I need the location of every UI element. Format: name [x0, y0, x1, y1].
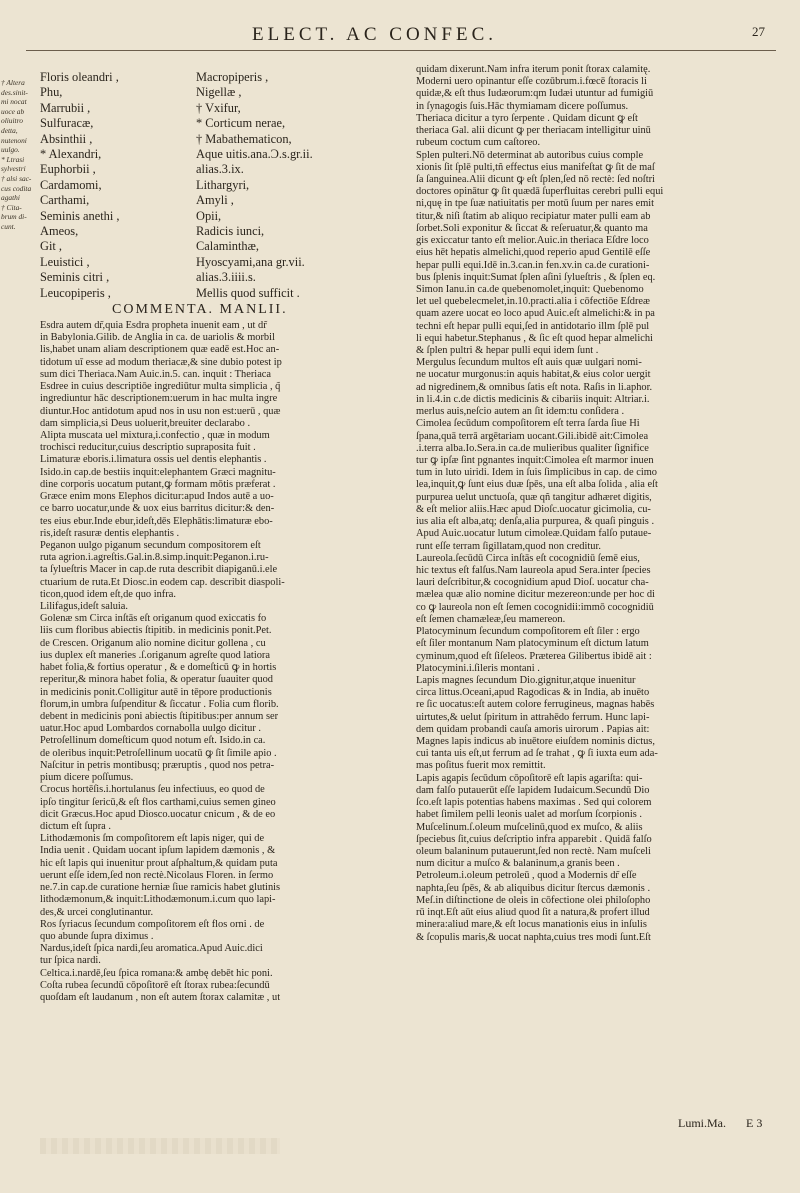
margin-note-line: uulgo. — [1, 145, 20, 155]
text-line: Isido.in cap.de bestiis inquit:elephantem Græci magnitu- — [40, 466, 276, 478]
text-line: in Babylonia.Gilib. de Anglia in ca. de uariolis & morbil — [40, 332, 275, 344]
text-line: quidam dixerunt.Nam infra iterum ponit ſtorax calamitę. — [416, 64, 651, 75]
text-line: Lapis magnes ſecundum Dio.gignitur,atque inuenitur — [416, 674, 636, 686]
text-line: ſa ſanguinea.Alii dicunt ꝙ eſt ſplen,ſed nō rectè: ſed noſtri — [416, 173, 655, 185]
text-line: rubeum coctum cum caſtoreo. — [416, 137, 541, 149]
ingredient-item: Nigellæ , — [196, 85, 242, 100]
ingredient-item: † Vxifur, — [196, 100, 241, 115]
text-line: ingrediuntur hāc descriptionem:uerum in hac multa ingre — [40, 393, 278, 405]
ingredient-item: alias.3.iiii.s. — [196, 270, 256, 285]
text-line: tur ſpica nardi. — [40, 955, 101, 967]
text-line: sum dici Theriaca.Nam Auic.in.5. can. inquit : Theriaca — [40, 368, 272, 380]
text-line: dictum eſt ſupra . — [40, 820, 111, 832]
ingredient-item: Mellis quod sufficit . — [196, 285, 300, 300]
text-line: Crocus hortēſis.i.hortulanus ſeu infectiuus, eo quod de — [40, 784, 265, 796]
ingredient-item: Absinthii , — [40, 131, 93, 146]
text-line: debent in medicinis poni abiectis ſtipitibus:per annum ser — [40, 711, 279, 722]
ingredient-item: Sulfuracæ, — [40, 116, 94, 131]
margin-note-line: mi nocat — [1, 97, 27, 107]
show-through-marks — [40, 1138, 280, 1154]
text-line: theriaca Gal. alii dicunt ꝙ per theriacam intelligitur uinū — [416, 125, 651, 137]
text-line: let uel quebelecmelet,in.10.practi.alia i cōfectiōe Eſdreæ — [416, 296, 650, 308]
text-line: runt eſſe terram ſigillatam,quod non creditur. — [416, 540, 601, 552]
text-line: de oleribus inquit:Petroſellinum uocatū ꝙ ſit ſimile apio . — [40, 747, 277, 759]
text-line: .i.terra alba.Io.Sera.in ca.de mulieribus qualiter ſignifice — [416, 442, 649, 454]
text-line: co ꝙ laureola non eſt ſemen cocognidii:immō cocognidiū — [416, 601, 654, 613]
ingredient-item: Phu, — [40, 85, 63, 100]
text-line: Laureola.ſecūdū Circa inſtās eſt cocognidiū ſemē eius, — [416, 552, 640, 564]
text-line: tum in luto uiridi. Idem in ſuis ſimplicibus in cap. de cimo — [416, 467, 657, 479]
text-line: Cimolea ſecūdum compoſitorem eſt terra ſarda ſiue Hi — [416, 418, 640, 430]
ingredient-list-left — [40, 70, 120, 301]
text-line: ne uocatur murgonus:in aquis habitat,& eius color uergit — [416, 369, 651, 381]
text-line: florum,in umbra ſuſpenditur & ſiccatur . Folia cum florib. — [40, 698, 279, 710]
text-line: purpurea uelut unctuoſa, quæ qñ tangitur adhæret digitis, — [416, 491, 652, 503]
text-line: Nardus,ideſt ſpica nardi,ſeu aromatica.Apud Auic.dici — [40, 943, 263, 955]
margin-note-line: † Altera — [1, 78, 25, 87]
ingredient-item: Hyoscyami,ana gr.vii. — [196, 254, 305, 269]
ingredient-item: Ameos, — [40, 224, 79, 239]
text-line: li equi habetur.Stephanus , & ſic eſt quod hepar almelichi — [416, 332, 653, 344]
text-line: Lapis agapis ſecūdum cōpoſitorē eſt lapis agariſta: qui- — [416, 772, 643, 784]
margin-note-line: † alsi sac- — [1, 173, 32, 183]
text-line: ctuarium de ruta.Et Diosc.in eodem cap. describit diaspoli- — [40, 576, 285, 588]
ingredient-item: Seminis anethi , — [40, 208, 120, 223]
text-line: diuntur.Hoc antidotum apud nos in usu non est:uerū , quæ — [40, 405, 281, 417]
text-line: quo abunde ſupra diximus . — [40, 930, 154, 942]
text-line: quoſdam eſt laudanum , non eſt autem ſtorax calamitæ , ut — [40, 992, 281, 1004]
text-line: Lithodæmonis ſm compoſitorem eſt lapis niger, qui de — [40, 833, 265, 845]
text-line: Meſ.in diſtinctione de oleis in cōfectione olei philoſopho — [416, 894, 651, 906]
text-line: Mergulus ſecundum multos eſt auis quæ uulgari nomi- — [416, 357, 642, 369]
ingredient-item: alias.3.ix. — [196, 162, 244, 177]
margin-note-line: brum di- — [1, 212, 27, 222]
ingredient-item: Leucopiperis , — [40, 285, 111, 300]
text-line: techni eſt hepar pulli equi,ſed in antidotario illm ſplē pul — [416, 320, 650, 332]
text-line: uirtutes,& uelut ſpiritum in attrahēdo ferrum. Hunc lapi- — [416, 711, 650, 723]
text-line: mælea quæ alio nomine dicitur mezereon:unde per hoc di — [416, 589, 655, 601]
text-line: & ſplen pultri & hepar pulli equi idem ſunt . — [416, 345, 599, 357]
text-line: eius hēt hepatis almelichi,quod reperio apud Gentilē eſſe — [416, 247, 651, 259]
text-line: titur,& niſi ſtatim ab aliquo recipiatur mater pulli eam ab — [416, 210, 651, 222]
text-line: Simon Ianu.in ca.de quebenomolet,inquit: Quebenomo — [416, 283, 644, 295]
margin-note-line: cus codita — [1, 183, 32, 193]
text-line: dem quidam probandi cauſa amoris uirorum . Papias ait: — [416, 723, 650, 735]
text-column-right — [416, 64, 776, 944]
text-line: Alipta muscata uel mixtura,i.confectio , quæ in modum — [40, 429, 270, 441]
text-line: in medicinis ponit.Colligitur autē in tēpore productionis — [40, 686, 272, 698]
text-line: dine corporis uocatum putant,ꝙ formam mōtis præferat . — [40, 478, 276, 490]
ingredient-item: Calaminthæ, — [196, 239, 259, 254]
text-line: ce barro uocatur,unde & uox eius barritus dicitur:& den- — [40, 503, 275, 515]
margin-note-line: sylvestri — [1, 164, 26, 174]
text-line: eſt ſemen chamæleæ,ſeu mamereon. — [416, 613, 566, 625]
text-line: habet ſimilem pelli leonis ualet ad morſum ſcorpionis . — [416, 809, 642, 821]
text-line: dam falſo putauerūt eſſe lapidem Iudaicum.Secundū Dio — [416, 784, 650, 796]
text-line: lauri deſcribitur,& cocognidium apud Dioſ. uocatur cha- — [416, 577, 649, 589]
ingredient-item: Amyli , — [196, 193, 234, 208]
text-line: hic textus eſt falſus.Nam laureola apud Sera.inter ſpecies — [416, 564, 651, 576]
text-line: tidotum uī esse ad modum theriacæ,& sine dubio potest ip — [40, 356, 282, 368]
text-line: dam simplicia,si Deus uoluerit,breuiter declarabo . — [40, 417, 251, 429]
text-line: lea,inquit,ꝙ ſunt eius duæ ſpēs, una eſt alba ſolida , alia eſt — [416, 479, 658, 491]
signature-mark: E 3 — [746, 1116, 763, 1130]
margin-note-line: uoce ab — [1, 106, 25, 116]
text-line: des,& urcei conglutinantur. — [40, 906, 154, 918]
text-line: cyminum,quod eſt ſiſeleos. Præterea Gilibertus ibidē ait : — [416, 650, 652, 662]
ingredient-item: Marrubii , — [40, 100, 91, 115]
text-line: bus ſplenis inquit:Sumat ſplen aſini ſylueſtris , & ſplen eq. — [416, 271, 656, 283]
text-line: Muſcelinum.ſ.oleum muſcelinū,quod ex muſco, & aliis — [416, 821, 643, 833]
text-line: pium dicere poſſumus. — [40, 772, 134, 784]
text-line: Coſta rubea ſecundū cōpoſitorē eſt ſtorax rubea:ſecundū — [40, 979, 270, 991]
text-line: Splen pulteri.Nō determinat ab autoribus cuius comple — [416, 149, 644, 161]
text-line: uatur.Hoc apud Lombardos cornabolla uulgo dicitur . — [40, 723, 262, 735]
text-line: Golenæ sm Circa inſtās eſt origanum quod exiccatis fo — [40, 613, 267, 625]
text-line: Limaturæ eboris.i.limatura ossis uel dentis elephantis . — [40, 454, 267, 466]
section-heading: COMMENTA. MANLII. — [112, 302, 288, 317]
text-line: & eſt melior aliis.Hæc apud Dioſc.uocatur gicimolia, cu- — [416, 503, 651, 515]
text-line: in li.4.in c.de dictis medicinis & cibariis inquit: Altriar.i. — [416, 393, 650, 405]
text-line: Peganon uulgo piganum secundum compositorem eſt — [40, 539, 261, 551]
text-line: Celtica.i.nardē,ſeu ſpica romana:& ambę debēt hic poni. — [40, 967, 273, 979]
text-line: de Crescen. Origanum alio nomine dicitur gollena , cu — [40, 637, 266, 649]
text-line: India uenit . Quidam uocant ipſum lapidem dæmonis , & — [40, 845, 276, 857]
ingredient-item: Carthami, — [40, 193, 90, 208]
margin-note-line: * Ltrasi — [1, 154, 25, 164]
ingredient-item: * Alexandri, — [40, 147, 102, 162]
text-line: Naſcitur in petris montibusq; præruptis , quod nos petra- — [40, 759, 275, 771]
text-line: minera:aliud mare,& eſt locus manationis eius in inſulis — [416, 919, 647, 931]
ingredient-item: Leuistici , — [40, 254, 90, 269]
text-line: Græce enim mons Elephos dicitur:apud Indos autē a uo- — [40, 491, 274, 503]
text-line: lithodæmonum,& inquit:Lithodæmonum.i.cum quo lapi- — [40, 894, 276, 906]
text-line: Esdree in cuius descriptiōe ingrediūtur multa simplicia , q̃ — [40, 381, 281, 393]
text-line: reperitur,& minora habet folia, & operatur ſuauiter quod — [40, 674, 274, 686]
ingredient-item: † Mabathematicon, — [196, 131, 292, 146]
text-line: tes eius ebur.Inde ebur,ideſt,dēs Elephātis:limaturæ ebo- — [40, 515, 273, 527]
text-line: re ſic uocatus:eſt autem colore ferrugineus, magnas habēs — [416, 699, 655, 711]
text-line: trochisci reducitur,cuius descriptio supraposita fuit . — [40, 442, 256, 454]
margin-note-line: nutenoni — [1, 135, 27, 145]
text-line: Lilifagus,ideſt saluia. — [40, 601, 129, 613]
text-line: tur ꝙ ipſæ ſint pgnantes inquit:Cimolea eſt marmor inuen — [416, 455, 654, 466]
text-line: xionis ſit ſplē pulti,tñ effectus eius manifeſtat ꝙ ſit de maſ — [416, 161, 655, 173]
text-line: circa littus.Oceani,apud Ragodicas & in India, ab inuēto — [416, 687, 650, 699]
ingredient-item: Opii, — [196, 208, 222, 223]
text-line: & ſcopulis maris,& uocat naphta,cuius tres modi ſunt.Eſt — [416, 931, 651, 943]
text-line: Esdra autem dr̃,quia Esdra propheta inuenit eam , ut dr̃ — [40, 320, 267, 331]
text-line: quidæ,& eſt thus Iudæorum:qm Iudæi utuntur ad fumigiū — [416, 88, 654, 100]
ingredient-item: Seminis citri , — [40, 270, 110, 285]
margin-note-line: oliuitro — [1, 116, 23, 126]
text-line: lis,habet unam aliam descriptionem quæ eadē est.Hoc an- — [40, 344, 280, 356]
page-number: 27 — [752, 24, 765, 39]
text-line: rū inqt.Eſt aūt eius aliud quod ſit a natura,& profert illud — [416, 907, 650, 919]
text-line: ſpana,quā terrā argētariam uocant.Gili.ibidē ait:Cimolea — [416, 430, 649, 442]
text-line: ius duplex eſt maneries .ſ.origanum agreſte quod latiora — [40, 649, 270, 661]
text-line: liis cum floribus abiectis ſtipitib. in medicinis ponit.Pet. — [40, 625, 272, 637]
ingredient-item: Aque uitis.ana.Ɔ.s.gr.ii. — [196, 147, 313, 162]
text-line: ris,ideſt rasuræ dentis elephantis . — [40, 527, 180, 539]
text-line: quam azere uocat eo loco apud Auic.eſt almelichi:& in pa — [416, 308, 655, 320]
margin-note-line: des.sinit- — [1, 87, 28, 97]
text-line: Moderni uero opinantur eſſe cozūbrum.i.fœcē ſtoracis li — [416, 76, 647, 88]
text-line: naphta,ſeu ſpēs, & ab aliquibus dicitur ſtercus dæmonis . — [416, 882, 651, 894]
text-line: eſt ſiler montanum Nam platocyminum eſt dictum latum — [416, 638, 649, 650]
ingredient-item: Lithargyri, — [196, 177, 250, 192]
text-line: ſorbet.Soli exponitur & ſiccat & reſeruatur,& quanto ma — [416, 222, 648, 234]
text-line: num dicitur a muſco & balaninum,a granis been . — [416, 858, 620, 870]
text-line: dicit Græcus.Hoc apud Diosco.uocatur cnicum , & de eo — [40, 808, 276, 820]
ingredient-item: * Corticum nerae, — [196, 116, 286, 131]
ingredient-item: Git , — [40, 239, 63, 254]
text-line: mas poſitus fuerit mox remittit. — [416, 760, 546, 772]
text-line: in ſynagogis ſuis.Hāc thymiamam dicere poſſumus. — [416, 100, 629, 112]
text-line: merlus auis,neſcio autem an ſit idem:tu conſidera . — [416, 406, 625, 418]
text-line: ta ſylueſtris Macer in cap.de ruta describit diapiganū.i.ele — [40, 564, 278, 576]
margin-note-line: agathi — [1, 193, 20, 203]
text-line: cui tanta uis eſt,ut ferrum ad ſe trahat , ꝙ ſi iuxta eum ada- — [416, 748, 658, 760]
header-rule — [26, 50, 776, 51]
ingredient-item: Cardamomi, — [40, 177, 102, 192]
text-line: oleum balaninum putauerunt,ſed non rectè. Nam muſceli — [416, 846, 651, 857]
text-line: Petroſellinum domeſticum quod notum eſt. Isido.in ca. — [40, 735, 266, 747]
text-line: gis exiccatur tanto eſt melior.Auic.in theriaca Eſdre loco — [416, 235, 649, 247]
text-line: ipſo tingitur ſericū,& eſt flos carthami,cuius semen gineo — [40, 796, 276, 808]
text-column-left — [40, 320, 400, 1004]
text-line: uerunt eſſe idem,ſed non rectè.Nicolaus Floren. in ſermo — [40, 869, 274, 881]
ingredient-item: Euphorbii , — [40, 162, 96, 177]
text-line: ad nigredinem,& omnibus ſatis eſt nota. Raſis in li.aphor. — [416, 381, 653, 393]
text-line: Apud Auic.uocatur lutum cimoleæ.Quidam falſo putaue- — [416, 528, 652, 540]
text-line: ruta agrion.i.agreſtis.Gal.in.8.simp.inquit:Peganon.i.ru- — [40, 552, 269, 564]
text-line: Ros ſyriacus ſecundum compoſitorem eſt flos orni . de — [40, 918, 265, 930]
text-line: ne.7.in cap.de curatione herniæ ſiue ramicis habet glutinis — [40, 882, 281, 894]
margin-note-line: cunt. — [1, 221, 16, 231]
ingredient-item: Macropiperis , — [196, 70, 269, 84]
ingredient-list-right — [196, 70, 313, 301]
text-line: doctores opinātur ꝙ ſit quædā ſuperfluitas cerebri pulli equi — [416, 186, 664, 198]
text-line: Platocyminum ſecundum compoſitorem eſt ſiler : ergo — [416, 626, 640, 638]
text-line: ticon,quod idem eſt,de quo infra. — [40, 588, 176, 600]
ingredient-item: Radicis iunci, — [196, 224, 265, 239]
text-line: ius alia eſt alba,atq; denſa,alia purpurea, & quaſi pinguis . — [416, 516, 655, 528]
text-line: Magnes lapis indicus ab inuētore eiuſdem nominis dictus, — [416, 736, 655, 748]
catchword: Lumi.Ma. — [678, 1116, 726, 1130]
ingredient-item: Floris oleandri , — [40, 70, 119, 84]
text-line: ſpeciebus ſit,cuius deſcriptio infra apparebit . Quidā falſo — [416, 833, 652, 845]
text-line: hic eſt lapis qui inuenitur prout aſphaltum,& quidam puta — [40, 857, 278, 869]
margin-note-line: † Cita- — [1, 202, 22, 212]
text-line: Theriaca dicitur a tyro ſerpente . Quidam dicunt ꝙ eſt — [416, 112, 638, 124]
text-line: ſco.eſt lapis potentias habens maximas . Sed qui colorem — [416, 797, 652, 809]
text-line: ni,quę in tpe ſuæ natiuitatis per motū ſuum per nares emit — [416, 198, 655, 210]
margin-note-line: detta, — [1, 125, 18, 135]
text-line: habet folia,& fortius operatur , & e domeſticū ꝙ in hortis — [40, 662, 277, 674]
text-line: Platocymini.i.ſileris montani . — [416, 662, 540, 674]
running-head: ELECT. AC CONFEC. — [252, 24, 497, 45]
text-line: Petroleum.i.oleum petroleū , quod a Modernis dr̃ eſſe — [416, 870, 637, 882]
marginal-notes — [1, 78, 39, 232]
text-line: hepar pulli equi.Idē in.3.can.in fen.xv.in ca.de curationi- — [416, 259, 650, 271]
